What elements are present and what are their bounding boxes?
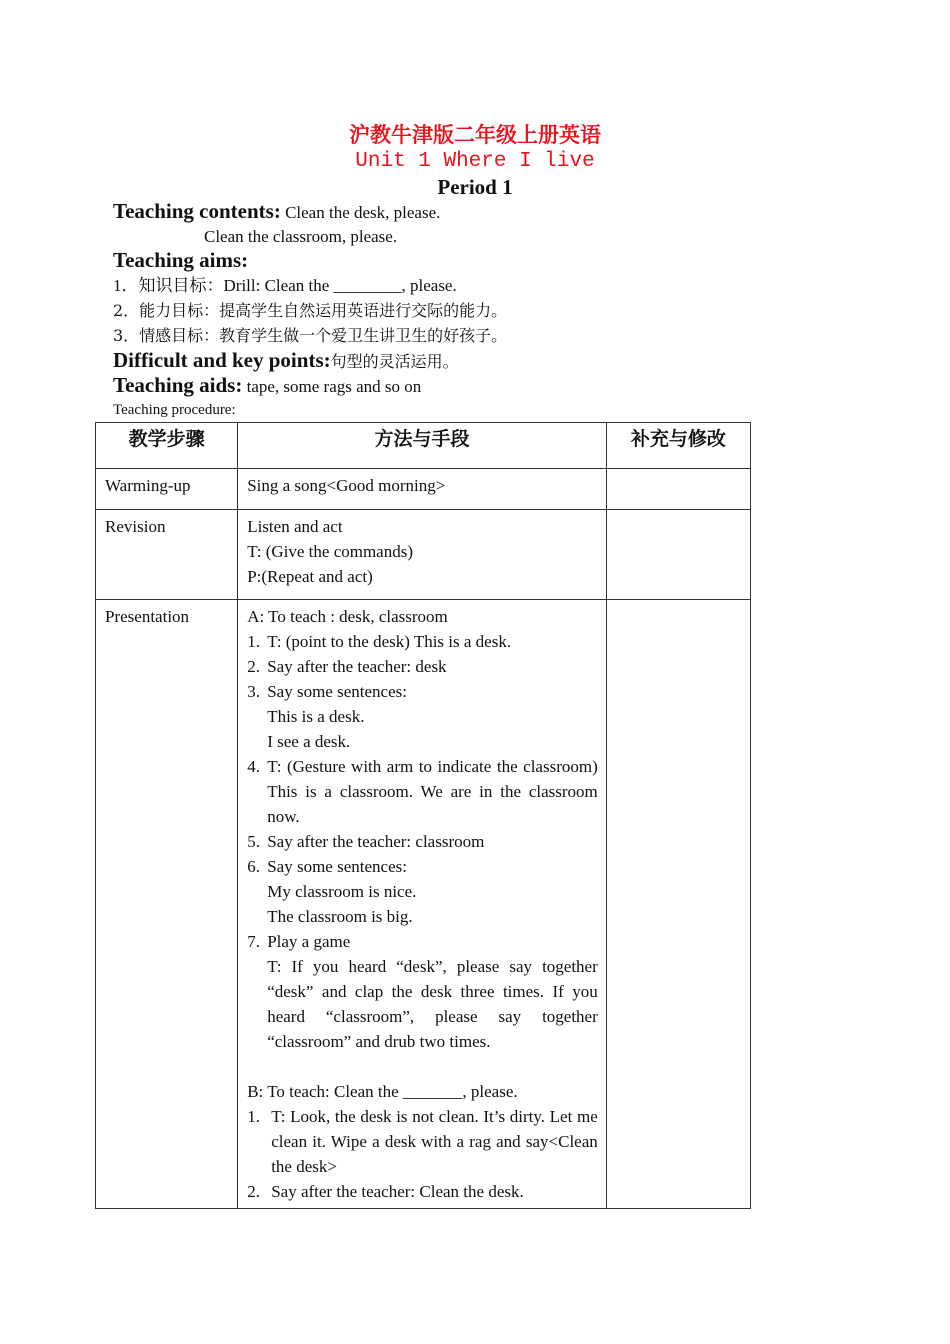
teaching-aids-label: Teaching aids:	[113, 373, 243, 397]
unit-title: Unit 1 Where I live	[355, 150, 595, 173]
item-number: 2.	[247, 657, 260, 676]
teaching-aids-value: tape, some rags and so on	[242, 377, 422, 396]
header-notes: 补充与修改	[606, 423, 750, 469]
item-text: Say after the teacher: desk	[267, 657, 447, 676]
item-number: 5.	[247, 832, 260, 851]
item-sub-line: This is a desk.	[267, 707, 365, 726]
notes-cell[interactable]	[606, 469, 750, 510]
key-points	[113, 348, 459, 374]
teaching-procedure-label: Teaching procedure:	[113, 402, 236, 418]
list-item	[247, 629, 598, 654]
item-number: 4.	[247, 757, 260, 776]
method-line: Listen and act	[247, 517, 343, 536]
document-title-cn: 沪教牛津版二年级上册英语	[349, 123, 601, 147]
teaching-contents-label: Teaching contents:	[113, 199, 281, 223]
item-sub-line: My classroom is nice.	[267, 882, 417, 901]
period-title: Period 1	[437, 175, 513, 199]
item-text: T: Look, the desk is not clean. It’s dirty. Let me clean it. Wipe a desk with a rag and say<Clean the desk>	[271, 1107, 598, 1176]
method-cell	[238, 510, 606, 593]
table-header-row	[96, 423, 751, 469]
list-item	[247, 854, 598, 879]
notes-cell[interactable]	[606, 600, 750, 1209]
method-line: T: (Give the commands)	[247, 542, 414, 561]
teaching-contents	[113, 199, 440, 225]
list-item	[247, 654, 598, 679]
item-sub-line: The classroom is big.	[267, 907, 413, 926]
teaching-aims	[113, 248, 248, 274]
item-text: Say after the teacher: Clean the desk.	[271, 1182, 524, 1201]
aim-ability: 2．能力目标：提高学生自然运用英语进行交际的能力。	[113, 301, 508, 320]
item-text: Say after the teacher: classroom	[267, 832, 485, 851]
method-line: P:(Repeat and act)	[247, 567, 373, 586]
teaching-contents-line1: Clean the desk, please.	[280, 203, 441, 222]
item-text: Play a game	[267, 932, 351, 951]
aim-emotion: 3．情感目标：教育学生做一个爱卫生讲卫生的好孩子。	[113, 326, 508, 345]
item-text: Say some sentences:	[267, 857, 407, 876]
header-steps: 教学步骤	[96, 423, 238, 469]
key-points-value: 句型的灵活运用。	[330, 352, 459, 371]
table-row	[96, 469, 751, 510]
teaching-aims-label: Teaching aims:	[113, 248, 249, 272]
item-number: 1.	[247, 632, 260, 651]
item-number: 1.	[247, 1107, 260, 1126]
list-item	[247, 1104, 598, 1179]
procedure-table	[95, 422, 751, 1209]
item-text: T: (point to the desk) This is a desk.	[267, 632, 512, 651]
method-text: Sing a song<Good morning>	[247, 476, 446, 495]
step-label: Revision	[105, 517, 166, 536]
table-row	[96, 510, 751, 600]
list-item	[247, 829, 598, 854]
item-text: T: (Gesture with arm to indicate the classroom) This is a classroom. We are in the classroom now.	[267, 757, 598, 826]
step-label: Presentation	[105, 607, 190, 626]
list-item	[247, 929, 598, 954]
aim-knowledge: 1．知识目标：Drill: Clean the ________, please.	[113, 276, 457, 295]
list-item	[247, 1179, 598, 1204]
item-number: 2.	[247, 1182, 260, 1201]
teaching-aids	[113, 373, 421, 399]
list-item	[247, 754, 598, 829]
item-number: 7.	[247, 932, 260, 951]
header-methods: 方法与手段	[238, 423, 607, 469]
step-label: Warming-up	[105, 476, 191, 495]
item-text: Say some sentences:	[267, 682, 407, 701]
table-row	[96, 600, 751, 1209]
teaching-contents-line2: Clean the classroom, please.	[204, 227, 398, 246]
item-sub-line: T: If you heard “desk”, please say together “desk” and clap the desk three times. If you heard “classroom”, please say together “classroom” and drub two times.	[267, 957, 598, 1051]
item-number: 6.	[247, 857, 260, 876]
spacer	[247, 1054, 598, 1079]
method-cell	[238, 600, 606, 1208]
list-item	[247, 679, 598, 704]
notes-cell[interactable]	[606, 510, 750, 600]
item-sub-line: I see a desk.	[267, 732, 351, 751]
key-points-label: Difficult and key points:	[113, 348, 331, 372]
item-number: 3.	[247, 682, 260, 701]
section-a-intro: A: To teach : desk, classroom	[247, 607, 448, 626]
section-b-intro: B: To teach: Clean the _______, please.	[247, 1082, 518, 1101]
